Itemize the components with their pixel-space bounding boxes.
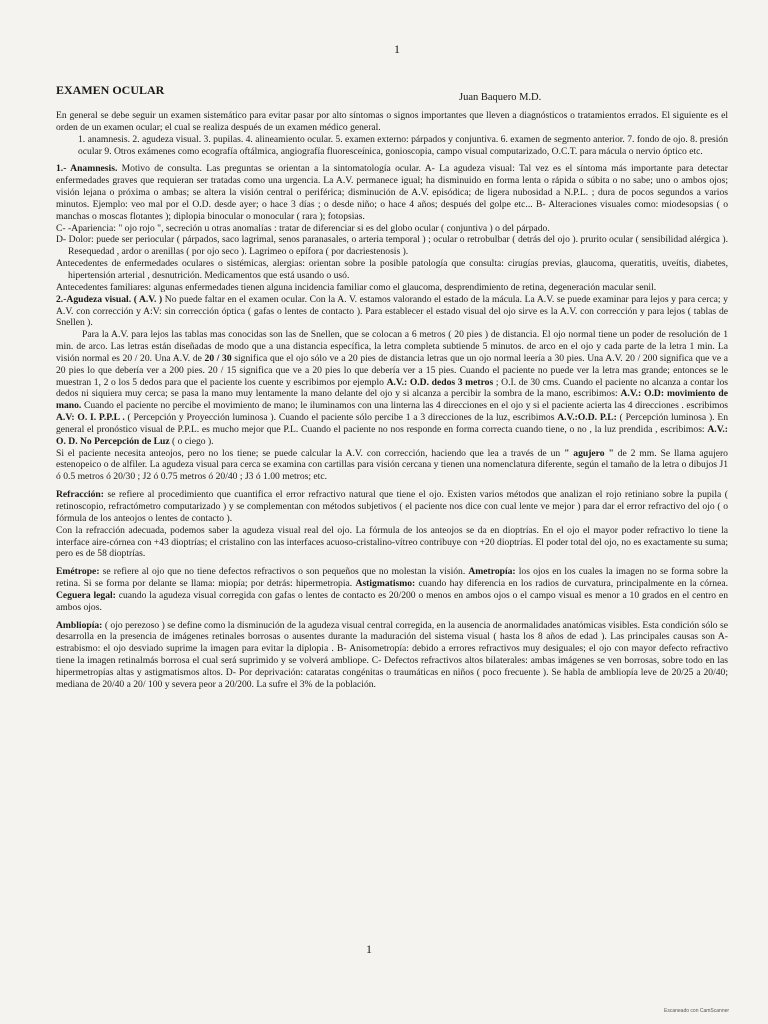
section-ambliopia [56,620,728,691]
astigmatismo-heading: Astigmatismo: [355,578,416,590]
anamnesis-apariencia: C- -Apariencia: " ojo rojo ", secreción u otras anomalías : tratar de diferenciar si es del globo ocular ( conjuntiva ) o del párpado. [56,222,550,234]
emetrope-text-1: se refiere al ojo que no tiene defectos refractivos o son pequeños que no molestan la visión. [99,566,469,578]
anamnesis-antecedentes: Antecedentes de enfermedades oculares o sistémicas, alergias: orientan sobre la posible patología que consulta: cirugías previas, glaucoma, queratitis, uveítis, diabetes, hipertensión arterial , desnutrición. Medicamentos que está usando o usó. [56,258,728,281]
agudeza-av-mov-mano: A.V.: O.D: movimiento de mano. [56,388,728,412]
agudeza-av-pl: A.V.:O.D. P.L: [557,412,617,424]
author-name: Juan Baquero M.D. [459,92,542,103]
agudeza-text-1: No puede faltar en el examen ocular. Con la A. V. estamos valorando el estado de la mácula. La A.V. se puede examinar para lejos y para cerca; y A.V. con corrección y A:V: sin corrección óptica ( gafas o lentes de contacto ). Para establecer el estado visual del ojo sirve es la A.V. con corrección y para lejos ( tablas de Snellen ). [56,293,728,329]
section-anamnesis [56,163,728,222]
ambliopia-heading: Ambliopía: [56,619,103,631]
agudeza-text-4: ; O.I. de 30 cms. Cuando el paciente no alcanza a contar los dedos ni siquiera muy cerca; se pasa la mano muy lentamente la mano delante del ojo y si alcanza a percibir la sombra de la mano, escribimos: [56,376,728,400]
agudeza-text-7: ( Percepción luminosa ). En general el pronóstico visual de P.P.L. es mucho mejor que P.L. Cuando el paciente no nos responde en forma correcta cuando tiene, o no , la luz prendida , escribimos: [56,412,728,435]
emetrope-heading: Emétrope: [56,566,100,578]
ceguera-legal-heading: Ceguera legal: [56,589,116,601]
ametropia-heading: Ametropía: [468,566,516,578]
agudeza-text-5: Cuando el paciente no percibe el movimiento de mano; le iluminamos con una linterna las 4 direcciones en el ojo y si el paciente acierta las 4 direcciones . escribimos [81,400,728,412]
anamnesis-heading: 1.- Anamnesis. [56,163,118,175]
agudeza-av-npl: A.V.: O. D. No Percepción de Luz [56,423,728,447]
scanner-watermark: Escaneado con CamScanner [664,1008,730,1014]
document-body [56,110,728,691]
refraccion-text-2: Con la refracción adecuada, podemos saber la agudeza visual real del ojo. La fórmula de los anteojos se da en dioptrías. En el ojo el mayor poder refractivo lo tiene la interface aire-córnea con +43 dioptrías; el cristalino con las interfaces acuoso-cristalino-vítreo contribuye con +20 dioptrías. El poder total del ojo, no es exactamente su suma; pero es de 58 dioptrías. [56,524,728,560]
page-number-top: 1 [394,42,400,56]
agudeza-heading: 2.-Agudeza visual. ( A.V. ) [56,293,163,305]
section-agudeza [56,294,728,330]
document-title: EXAMEN OCULAR [56,83,165,97]
intro-paragraph: En general se debe seguir un examen sistemático para evitar pasar por alto síntomas o signos importantes que lleven a diagnósticos o tratamientos errados. El siguiente es el orden de un examen ocular; el cual se realiza después de un examen médico general. [56,110,728,133]
agudeza-snellen-paragraph [56,329,728,447]
agudeza-av-ppl: A.V: O. I. P.P.L . [56,412,125,424]
refraccion-heading: Refracción: [56,489,104,501]
agudeza-agujero: " agujero " [564,447,614,459]
emetrope-text-2: los ojos en los cuales la imagen no se forma sobre la retina. Si se forma por delante se llama: miopía; por detrás: hipermetropia. [56,566,728,590]
section-refraccion [56,489,728,525]
agudeza-text-8: ( o ciego ). [169,435,214,447]
anamnesis-dolor: D- Dolor: puede ser periocular ( párpados, saco lagrimal, senos paranasales, o arteria temporal ) ; ocular o retrobulbar ( detrás del ojo ). prurito ocular ( sensibilidad alérgica ). Resequedad , ardor o arenillas ( por ojo seco ). Lagrimeo o epífora ( por dacriestenosis ). [56,234,728,258]
exam-order-list: 1. anamnesis. 2. agudeza visual. 3. pupilas. 4. alineamiento ocular. 5. examen externo: párpados y conjuntiva. 6. examen de segmento anterior. 7. fondo de ojo. 8. presión ocular 9. Otros exámenes como ecografía oftálmica, angiografía fluoresceínica, gonioscopia, campo visual computarizado, O.C.T. para mácula o nervio óptico etc. [78,133,728,157]
agudeza-estenopeico-paragraph [56,448,728,484]
page-number-bottom: 1 [366,942,372,956]
emetrope-text-4: cuando la agudeza visual corregida con gafas o lentes de contacto es 20/200 o menos en ambos ojos o el campo visual es menor a 10 grados en el centro en ambos ojos. [56,589,728,613]
agudeza-text-6: ( Percepción y Proyección luminosa ). Cuando el paciente sólo percibe 1 a 3 direcciones de la luz, escribimos [124,412,558,424]
agudeza-text-3: significa que el ojo sólo ve a 20 pies de distancia letras que un ojo normal leería a 30 pies. Una A.V. 20 / 200 significa que ve a 20 pies lo que debería ver a 200 pies. 20 / 15 significa que ve a 20 pies lo que debería ver a 15 pies. Cuando el paciente no puede ver la letra mas grande; entonces se le muestran 1, 2 o los 5 dedos para que el paciente los cuente y escribimos por ejemplo [56,352,728,388]
emetrope-text-3: cuando hay diferencia en los radios de curvatura, principalmente en la córnea. [415,578,728,590]
refraccion-text-1: se refiere al procedimiento que cuantifica el error refractivo natural que tiene el ojo. Existen varios métodos que analizan el rojo retiniano sobre la pupila ( retinoscopio, refractómetro computarizado ) y se complementan con métodos subjetivos ( el paciente nos dice con cual lente ve mejor ) para dar el error refractivo del ojo ( o fórmula de los anteojos o lentes de contacto ). [56,489,728,524]
anamnesis-antecedentes-familiares: Antecedentes familiares: algunas enfermedades tienen alguna incidencia familiar como el glaucoma, desprendimiento de retina, degeneración macular senil. [56,281,657,293]
anamnesis-text-1: Motivo de consulta. Las preguntas se orientan a la sintomatología ocular. A- La agudeza visual: Tal vez es el síntoma más importante para detectar enfermedades graves que requieran ser tratadas como una urgencia. La A.V. permanece igual; ha disminuido en forma lenta o rápida o súbita o no sabe; uno o ambos ojos; visión lejana o próxima o ambas; se altera la visión central o periférica; disminución de A.V. episódica; de ligera nubosidad a N.P.L. ; dura de pocos segundos a varios minutos. Ejemplo: veo mal por el O.D. desde ayer; o hace 3 días ; o desde niño; o hace 4 años; después del golpe etc... B- Alteraciones visuales como: miodesopsias ( o manchas o moscas flotantes ); diplopia binocular o monocular ( rara ); fotopsias. [56,163,729,222]
section-emetrope [56,566,728,613]
agudeza-av-dedos: A.V.: O.D. dedos 3 metros [386,376,494,388]
ambliopia-text-1: ( ojo perezoso ) se define como la disminución de la agudeza visual central corregida, en la ausencia de anormalidades anatómicas visibles. Esta condición sólo se desarrolla en la presencia de imágenes retinales borrosas o ausentes durante la maduración del sistema visual ( hasta los 8 años de edad ). Las principales causas son A- estrabismo: el ojo desviado suprime la imagen para evitar la diplopia . B- Anisometropía: debido a errores refractivos muy desiguales; el ojo con mayor defecto refractivo tiene la imagen retinalmás borrosa el cual será suprimido y se volverá ambliope. C- Defectos refractivos altos bilaterales: ambas imágenes se ven borrosas, sobre todo en las hipermetropías altas y astigmatismos altos. D- Por deprivación: cataratas congénitas o traumáticas en niños ( poco frecuente ). Se habla de ambliopía leve de 20/25 a 20/40; mediana de 20/40 a 20/ 100 y severa peor a 20/200. La sufre el 3% de la población. [56,619,728,690]
agudeza-20-30: 20 / 30 [204,352,232,364]
agudeza-text-9: Si el paciente necesita anteojos, pero no los tiene; se puede calcular la A.V. con corrección, haciendo que lea a través de un [56,447,565,459]
agudeza-text-10: de 2 mm. Se llama agujero estenopeico o de alfiler. La agudeza visual para cerca se examina con cartillas para visión cercana y tienen una nomenclatura diferente, según el tamaño de la letra o dibujos J1 ó 0.5 metros ó 20/30 ; J2 ó 0.75 metros ó 20/40 ; J3 ó 1.00 metros; etc. [56,447,728,483]
agudeza-text-2: Para la A.V. para lejos las tablas mas conocidas son las de Snellen, que se colocan a 6 metros ( 20 pies ) de distancia. El ojo normal tiene un poder de resolución de 1 min. de arco. Las letras están diseñadas de modo que a una distancia específica, la letra completa subtiende 5 minutos. de arco en el ojo y cada parte de la letra 1 min. La visión normal es 20 / 20. Una A.V. de [56,329,728,364]
